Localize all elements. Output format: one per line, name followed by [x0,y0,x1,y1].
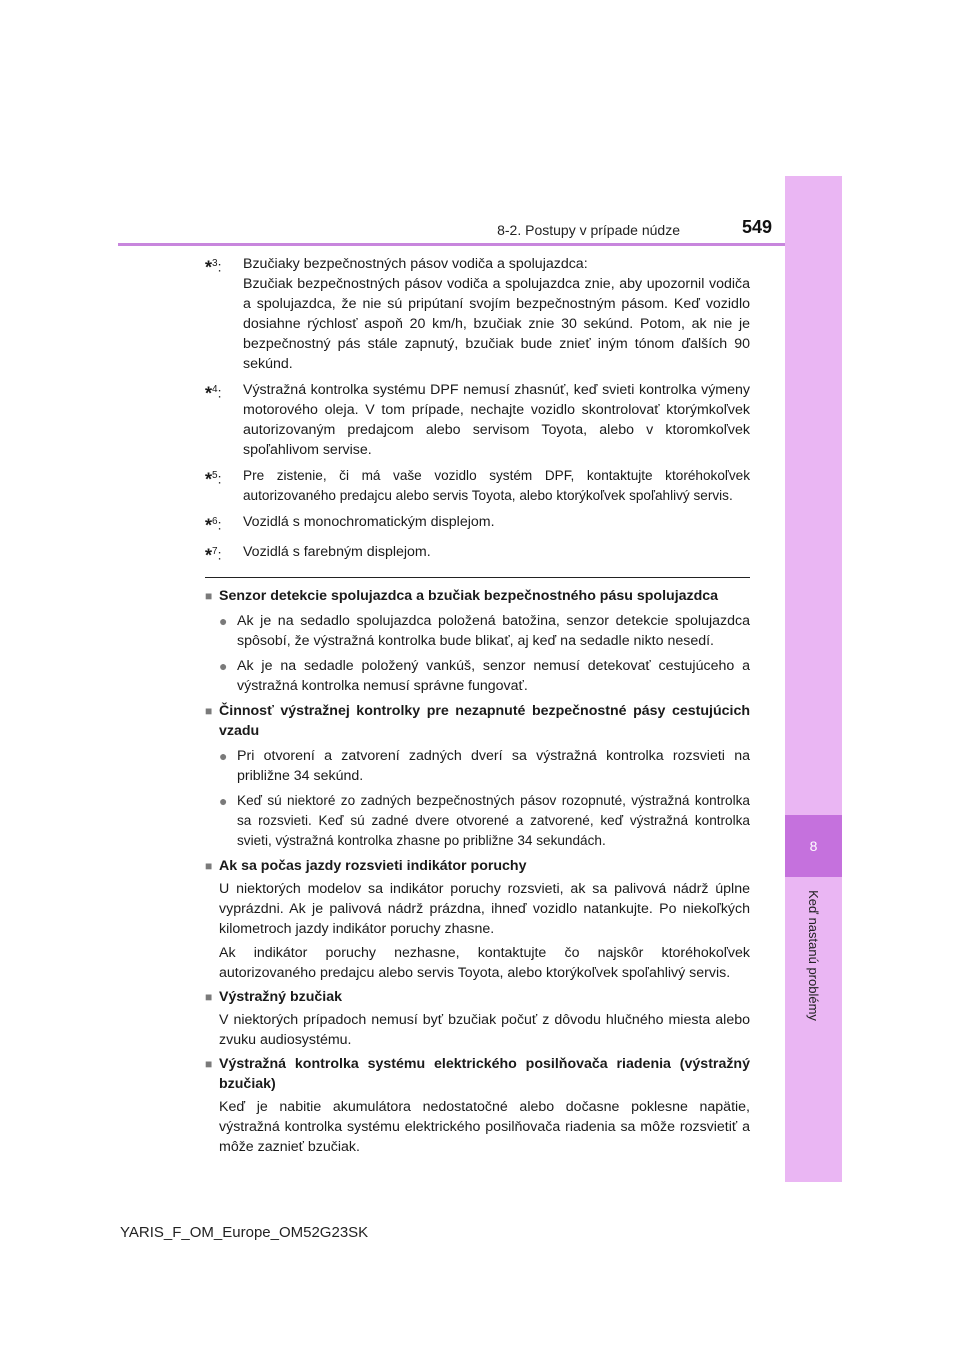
square-bullet-icon: ■ [205,859,213,874]
footnote-text: Vozidlá s monochromatickým displejom. [243,514,495,530]
footnote-text: Pre zistenie, či má vaše vozidlo systém DPF, kontaktujte ktoréhokoľvek autorizovaného predajcu alebo servis Toyota, alebo ktorýkoľvek spoľahlivý servis. [243,468,750,503]
paragraph: Ak indikátor poruchy nezhasne, kontaktujte čo najskôr ktoréhokoľvek autorizovaného predajcu alebo servis Toyota, alebo ktorýkoľvek spoľahlivý servis. [219,945,750,982]
section-heading: ■ Výstražný bzučiak [205,989,343,1006]
square-bullet-icon: ■ [205,589,213,604]
footnote-text: Výstražná kontrolka systému DPF nemusí zhasnúť, keď svieti kontrolka výmeny motorového oleja. V tom prípade, nechajte vozidlo skontrolovať ktorýmkoľvek autorizovaným predajcom alebo servisom Toyota, alebo v ktoromkoľvek spoľahlivom servise. [243,382,750,458]
square-bullet-icon: ■ [205,1057,213,1072]
list-item: ● Ak je na sedadlo spolujazdca položená batožina, senzor detekcie spolujazdca spôsobí, že výstražná kontrolka bude blikať, aj keď na sedadle nikto nesedí. [219,613,750,650]
circle-bullet-icon: ● [219,748,228,765]
footnote-5 [205,466,750,506]
circle-bullet-icon: ● [219,613,228,630]
footnote-marker: *$^5$: [205,469,222,490]
chapter-title: Keď nastanú problémy [806,889,822,1021]
section-heading: ■ Ak sa počas jazdy rozsvieti indikátor poruchy [205,858,527,875]
paragraph: Keď je nabitie akumulátora nedostatočné alebo dočasne poklesne napätie, výstražná kontrolka systému elektrického posilňovača riadenia sa môže rozsvietiť a môže zaznieť bzučiak. [219,1099,750,1156]
footnote-marker: *$^6$: [205,515,222,536]
paragraph: V niektorých prípadoch nemusí byť bzučiak počuť z dôvodu hlučného miesta alebo zvuku audiosystému. [219,1012,750,1049]
divider [205,577,750,578]
square-bullet-icon: ■ [205,990,213,1005]
list-item: ● Keď sú niektoré zo zadných bezpečnostných pásov rozopnuté, výstražná kontrolka sa rozsvieti. Keď sú zadné dvere otvorené a zatvorené, keď výstražná kontrolka svieti, výstražná kontrolka zhasne po približne 34 sekundách. [205,791,750,851]
header-rule [118,243,785,246]
section-heading: ■ Činnosť výstražnej kontrolky pre nezapnuté bezpečnostné pásy cestujúcich vzadu [205,703,750,740]
footnote-marker: *$^7$: [205,545,222,566]
footnote-marker: *$^3$: [205,257,222,278]
footnote-marker: *$^4$: [205,383,222,404]
footnote-7 [205,542,750,566]
chapter-number-box [785,815,842,877]
document-id-footer: YARIS_F_OM_Europe_OM52G23SK [120,1224,369,1241]
square-bullet-icon: ■ [205,704,213,719]
section-heading: ■ Výstražná kontrolka systému elektrického posilňovača riadenia (výstražný bzučiak) [205,1056,750,1093]
chapter-title-box [785,880,842,1030]
footnote-text: Bzučiak bezpečnostných pásov vodiča a spolujazdca znie, aby upozornil vodiča a spolujazdca, že nie sú pripútaní svojím bezpečnostným pásom. Keď vozidlo dosiahne rýchlosť aspoň 20 km/h, bzučiak znie 30 sekúnd. Potom, ak nie je bezpečnostný pás stále zapnutý, bzučiak bude znieť iným tónom ďalších 90 sekúnd. [243,276,750,372]
footnote-text: Vozidlá s farebným displejom. [243,543,431,560]
section-header: 8-2. Postupy v prípade núdze [497,222,680,238]
circle-bullet-icon: ● [219,793,228,810]
page-number: 549 [742,217,773,237]
circle-bullet-icon: ● [219,658,228,675]
chapter-number: 8 [809,838,818,854]
footnote-4 [205,380,750,460]
footnote-3 [205,254,750,374]
list-item: ● Pri otvorení a zatvorení zadných dverí sa výstražná kontrolka rozsvieti na približne 34 sekúnd. [219,748,750,785]
footnote-6 [205,512,750,536]
footnote-text: Bzučiaky bezpečnostných pásov vodiča a spolujazdca: [243,256,588,272]
page-content [205,254,750,1161]
paragraph: U niektorých modelov sa indikátor poruchy rozsvieti, ak sa palivová nádrž úplne vyprázdni. Ak je palivová nádrž prázdna, ihneď vozidlo natankujte. Po niekoľkých kilometroch jazdy indikátor poruchy zhasne. [219,881,750,938]
section-heading: ■ Senzor detekcie spolujazdca a bzučiak bezpečnostného pásu spolujazdca [205,588,719,605]
list-item: ● Ak je na sedadle položený vankúš, senzor nemusí detekovať cestujúceho a výstražná kontrolka nemusí správne fungovať. [219,658,750,695]
chapter-side-tab [785,176,842,1182]
